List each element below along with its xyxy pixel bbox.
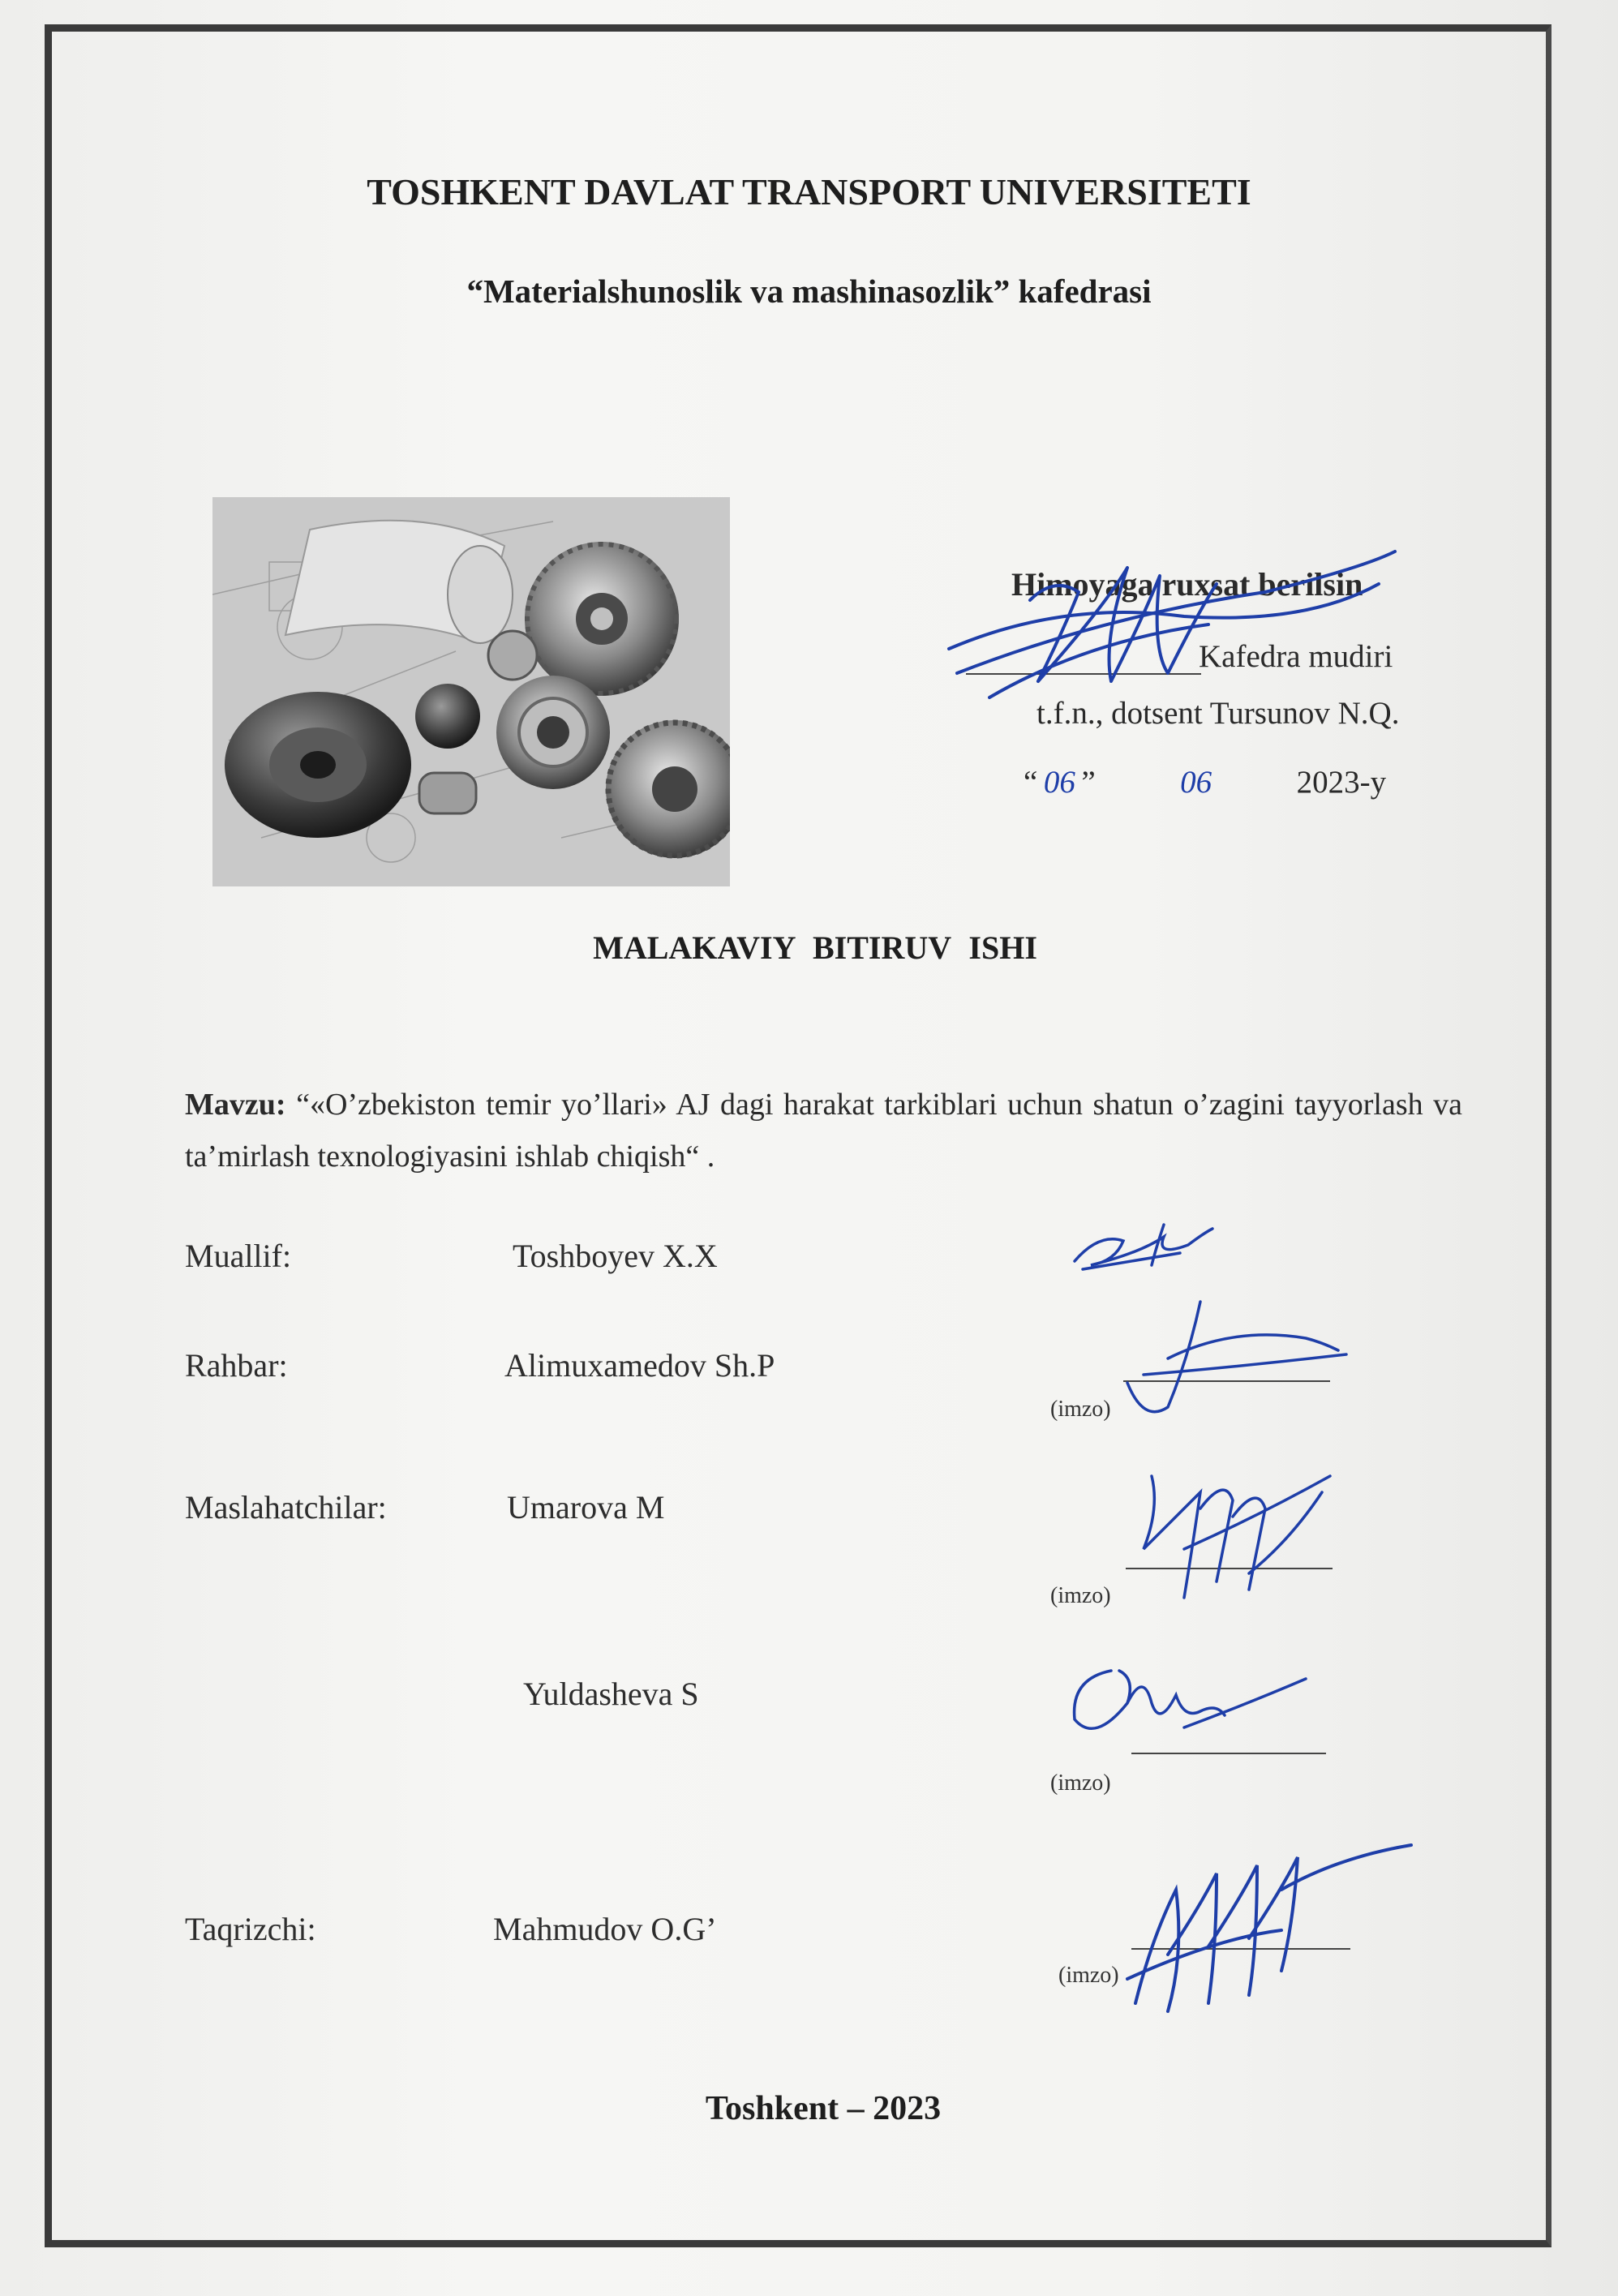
supervisor-signature xyxy=(1111,1294,1354,1431)
approval-date xyxy=(1024,764,1386,800)
document-type: MALAKAVIY BITIRUV ISHI xyxy=(593,929,1037,966)
approval-role: Kafedra mudiri xyxy=(1199,639,1393,674)
consultant2-signature xyxy=(1062,1654,1322,1752)
date-mid-quote: ” xyxy=(1081,765,1096,800)
consultant2-signature-line xyxy=(1131,1753,1326,1754)
consultants-label: Maslahatchilar: xyxy=(185,1489,387,1526)
consultant1-imzo-caption: (imzo) xyxy=(1050,1583,1111,1608)
author-name: Toshboyev X.X xyxy=(513,1238,718,1274)
approval-name: t.f.n., dotsent Tursunov N.Q. xyxy=(1036,696,1400,731)
university-title: TOSHKENT DAVLAT TRANSPORT UNIVERSITETI xyxy=(367,171,1251,212)
machine-parts-photo xyxy=(212,497,730,886)
date-open-quote: “ xyxy=(1024,765,1038,800)
approval-title: Himoyaga ruxsat berilsin xyxy=(1011,566,1363,603)
supervisor-name: Alimuxamedov Sh.P xyxy=(504,1347,775,1384)
city-year: Toshkent – 2023 xyxy=(705,2090,942,2127)
reviewer-imzo-caption: (imzo) xyxy=(1058,1963,1119,1988)
date-month: 06 xyxy=(1180,765,1212,800)
date-year: 2023-y xyxy=(1296,765,1387,800)
topic-text: “«O’zbekiston temir yo’llari» AJ dagi harakat tarkiblari uchun shatun o’zagini tayyorlash va ta’mirlash texnologiyasini ishlab chiqish“ . xyxy=(185,1088,1463,1174)
supervisor-label: Rahbar: xyxy=(185,1347,288,1384)
consultant2-imzo-caption: (imzo) xyxy=(1050,1770,1111,1796)
reviewer-name: Mahmudov O.G’ xyxy=(493,1911,717,1947)
consultant1-name: Umarova M xyxy=(507,1489,665,1526)
topic-paragraph xyxy=(185,1079,1462,1182)
head-signature xyxy=(941,519,1395,730)
consultant1-signature xyxy=(1135,1460,1346,1606)
reviewer-label: Taqrizchi: xyxy=(185,1911,316,1947)
author-label: Muallif: xyxy=(185,1238,292,1274)
author-signature xyxy=(1067,1217,1229,1281)
topic-label: Mavzu: xyxy=(185,1088,286,1122)
department-title: “Materialshunoslik va mashinasozlik” kafedrasi xyxy=(466,273,1152,310)
reviewer-signature xyxy=(1119,1841,1427,2036)
consultant2-name: Yuldasheva S xyxy=(523,1676,699,1712)
supervisor-imzo-caption: (imzo) xyxy=(1050,1397,1111,1422)
date-day: 06 xyxy=(1043,765,1075,800)
